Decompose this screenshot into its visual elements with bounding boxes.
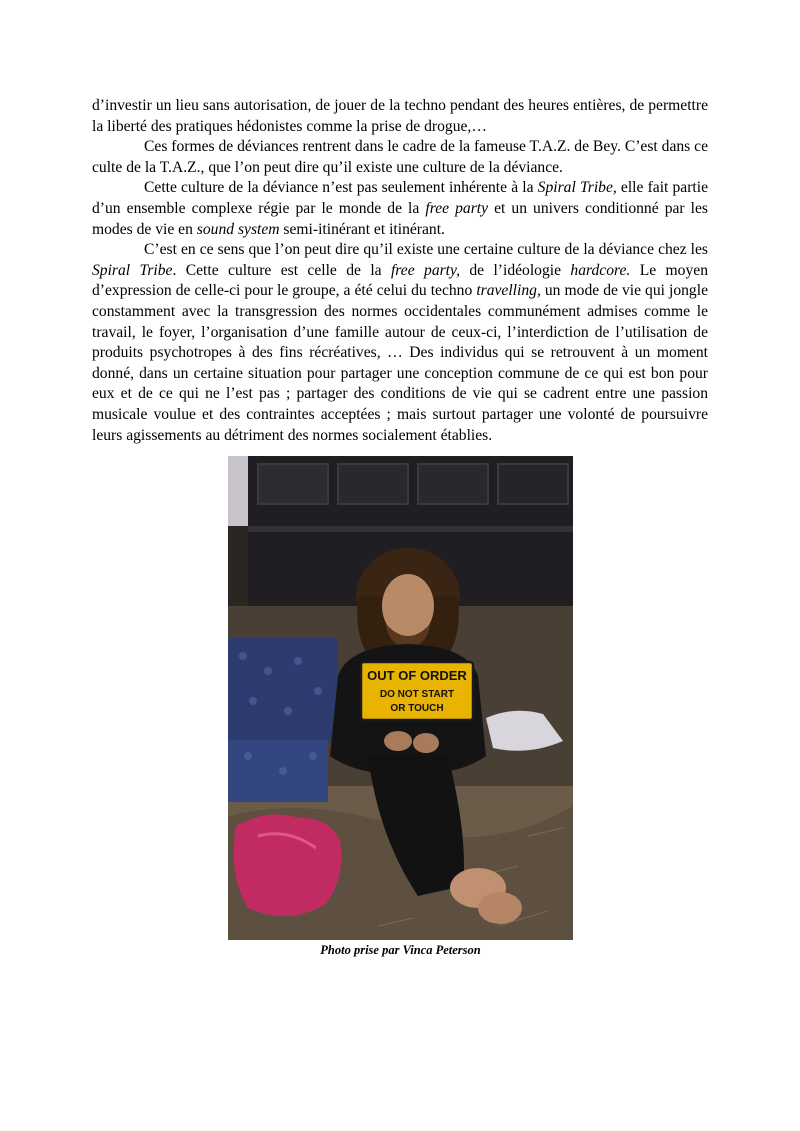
paragraph [92,96,708,137]
sign-line-1: OUT OF ORDER [367,668,467,683]
body-text [92,96,708,446]
text-segment: elle fait partie d’un ensemble complexe régie par le monde de la [92,179,708,217]
italic-term: sound system [196,220,280,238]
text-segment: et un univers conditionné par les modes de vie en [92,199,709,238]
italic-term: hardcore. [570,261,631,279]
italic-term: Spiral Tribe [92,261,173,279]
text-segment: . Cette culture est celle de la [172,261,391,279]
italic-term: free party [425,199,489,217]
paragraph [92,240,708,446]
text-segment: C’est en ce sens que l’on peut dire qu’il existe une certaine culture de la déviance chez les [144,241,708,259]
text-segment: d’investir un lieu sans autorisation, de jouer de la techno pendant des heures entières, de permettre la liberté des pratiques hédonistes comme la prise de drogue,… [92,97,708,135]
text-segment: Cette culture de la déviance n’est pas seulement inhérente à la [144,179,538,197]
text-segment: un mode de vie qui jongle constamment avec la transgression des normes occidentales communément admises comme le travail, le foyer, l’organisation d’une famille autour de ceux-ci, l’interdiction de l’utilisation de produits psychotropes à des fins récréatives, … Des individus qui se retrouvent à un moment donné, dans un certaine situation pour partager une conception commune de ce qui est bon pour eux et de ce qui ne l’est pas ; partager des conditions de vie qui se cadrent entre une passion musicale voulue et des contraintes acceptées ; mais surtout partager une volonté de poursuivre leurs agissements au détriment des normes socialement établies. [92,282,708,444]
paragraph [92,178,708,240]
text-segment: semi-itinérant et itinérant. [279,220,445,238]
sign-line-2: DO NOT START [379,689,455,700]
out-of-order-sign [361,662,473,720]
italic-term: travelling, [476,282,541,300]
photo-man-with-sign [228,456,573,940]
text-segment: de l’idéologie [459,261,571,279]
italic-term: Spiral Tribe, [537,179,617,197]
photo-caption: Photo prise par Vinca Peterson [320,943,481,957]
sign-line-3: OR TOUCH [390,703,444,714]
paragraph [92,137,708,178]
text-segment: Le moyen d’expression de celle-ci pour le groupe, a été celui du techno [92,261,708,300]
text-segment: Ces formes de déviances rentrent dans le cadre de la fameuse T.A.Z. de Bey. C’est dans ce culte de la T.A.Z., que l’on peut dire qu’il existe une culture de la déviance. [92,138,708,176]
italic-term: free party, [390,261,460,279]
